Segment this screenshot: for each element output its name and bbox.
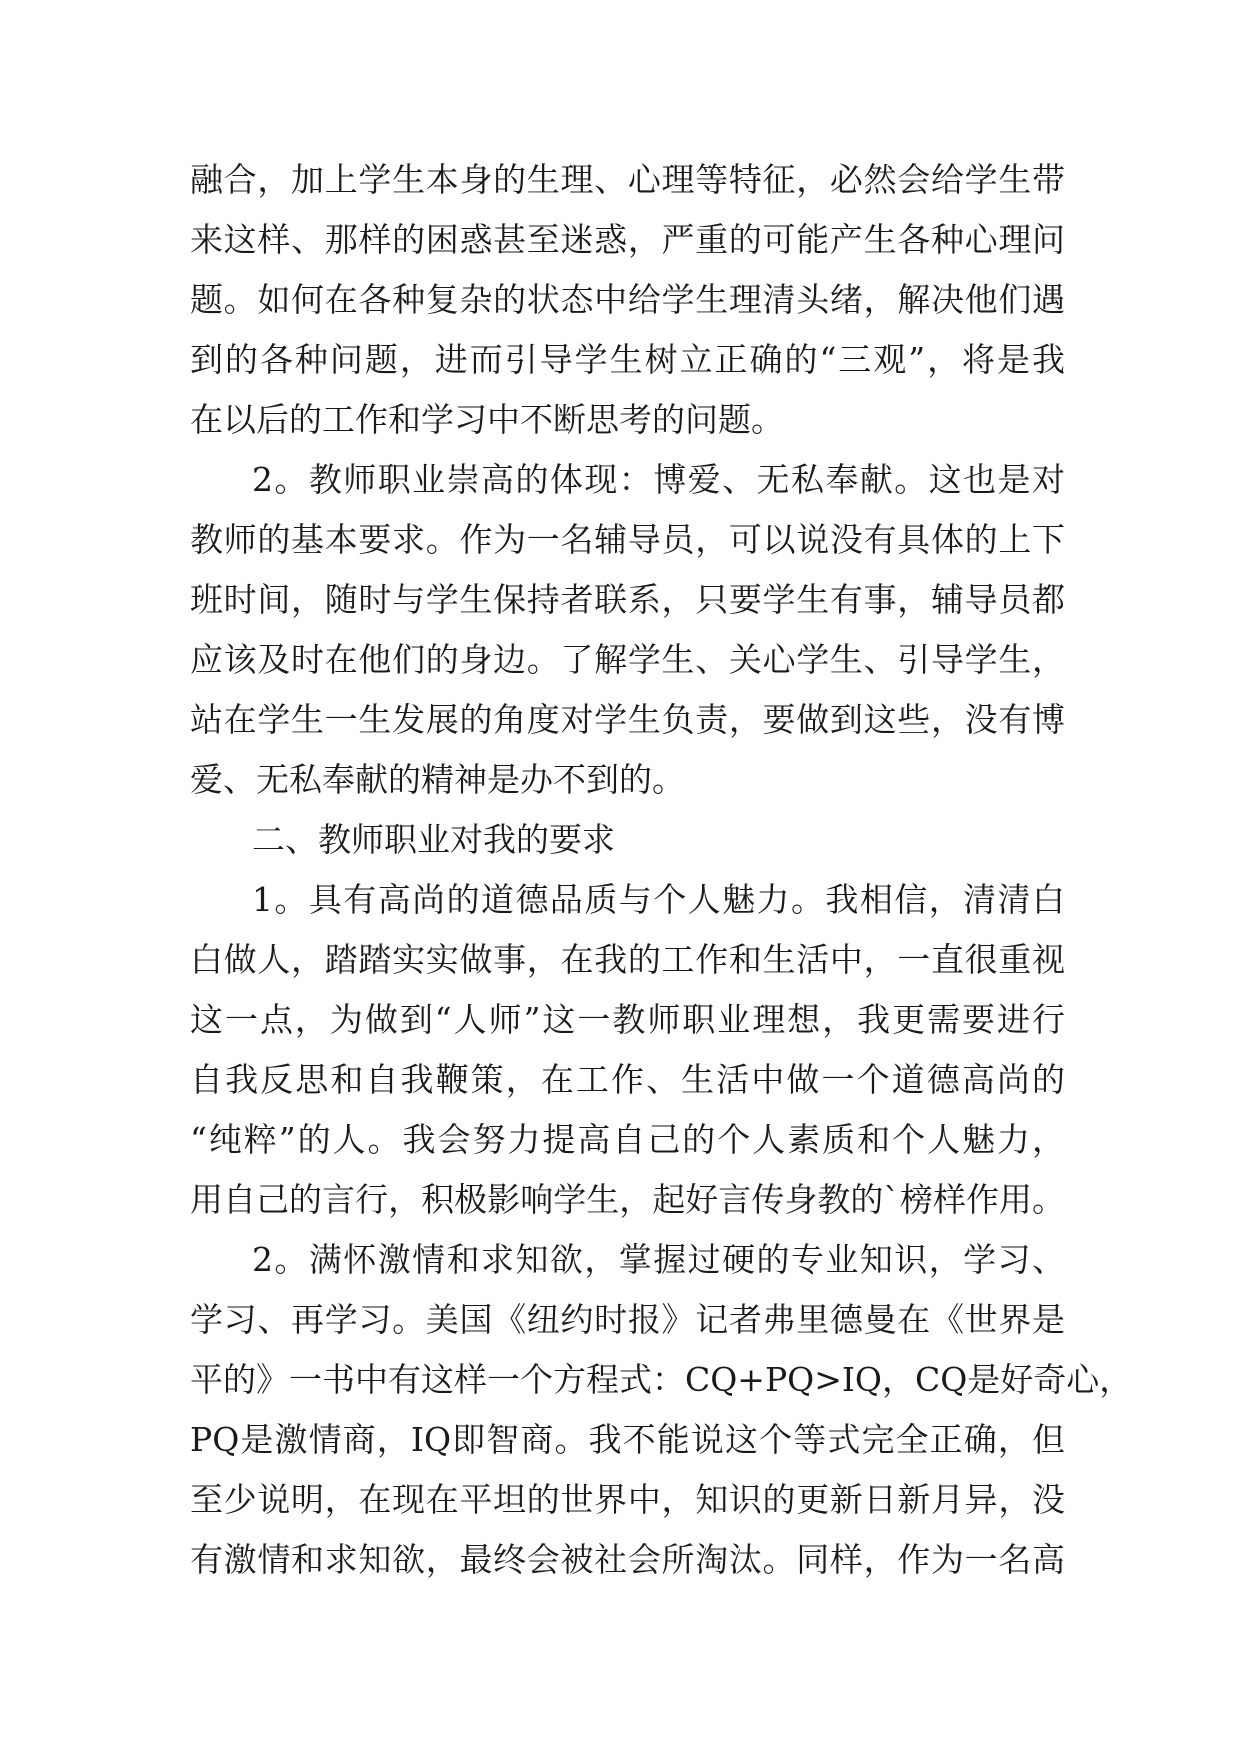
text-line: 班时间，随时与学生保持者联系，只要学生有事，辅导员都 xyxy=(190,580,1065,619)
text-line: 有激情和求知欲，最终会被社会所淘汰。同样，作为一名高 xyxy=(190,1540,1065,1579)
text-line: 教师的基本要求。作为一名辅导员，可以说没有具体的上下 xyxy=(190,520,1065,559)
text-line: 这一点，为做到“人师”这一教师职业理想，我更需要进行 xyxy=(190,1000,1065,1039)
text-line: 来这样、那样的困惑甚至迷惑，严重的可能产生各种心理问 xyxy=(190,220,1065,259)
text-line: 学习、再学习。美国《纽约时报》记者弗里德曼在《世界是 xyxy=(190,1300,1065,1339)
text-line: 站在学生一生发展的角度对学生负责，要做到这些，没有博 xyxy=(190,700,1065,739)
text-line: 平的》一书中有这样一个方程式：CQ+PQ>IQ，CQ是好奇心， xyxy=(190,1360,1133,1399)
text-line: 题。如何在各种复杂的状态中给学生理清头绪，解决他们遇 xyxy=(190,280,1065,319)
text-line: 融合，加上学生本身的生理、心理等特征，必然会给学生带 xyxy=(190,160,1065,199)
paragraph-first-line: 1。具有高尚的道德品质与个人魅力。我相信，清清白 xyxy=(252,880,1065,919)
text-line: 自我反思和自我鞭策，在工作、生活中做一个道德高尚的 xyxy=(190,1060,1065,1099)
text-line: 爱、无私奉献的精神是办不到的。 xyxy=(190,760,685,799)
text-line: PQ是激情商，IQ即智商。我不能说这个等式完全正确，但 xyxy=(190,1420,1065,1459)
paragraph-first-line: 2。教师职业崇高的体现：博爱、无私奉献。这也是对 xyxy=(252,460,1065,499)
text-line: 白做人，踏踏实实做事，在我的工作和生活中，一直很重视 xyxy=(190,940,1065,979)
text-line: 用自己的言行，积极影响学生，起好言传身教的`榜样作用。 xyxy=(190,1180,1065,1219)
text-line: 应该及时在他们的身边。了解学生、关心学生、引导学生， xyxy=(190,640,1065,679)
text-line: 在以后的工作和学习中不断思考的问题。 xyxy=(190,400,784,439)
paragraph-first-line: 2。满怀激情和求知欲，掌握过硬的专业知识，学习、 xyxy=(252,1240,1065,1279)
text-line: 到的各种问题，进而引导学生树立正确的“三观”，将是我 xyxy=(190,340,1065,379)
text-line: “纯粹”的人。我会努力提高自己的个人素质和个人魅力， xyxy=(190,1120,1065,1159)
text-line: 至少说明，在现在平坦的世界中，知识的更新日新月异，没 xyxy=(190,1480,1065,1519)
section-heading: 二、教师职业对我的要求 xyxy=(252,820,615,859)
